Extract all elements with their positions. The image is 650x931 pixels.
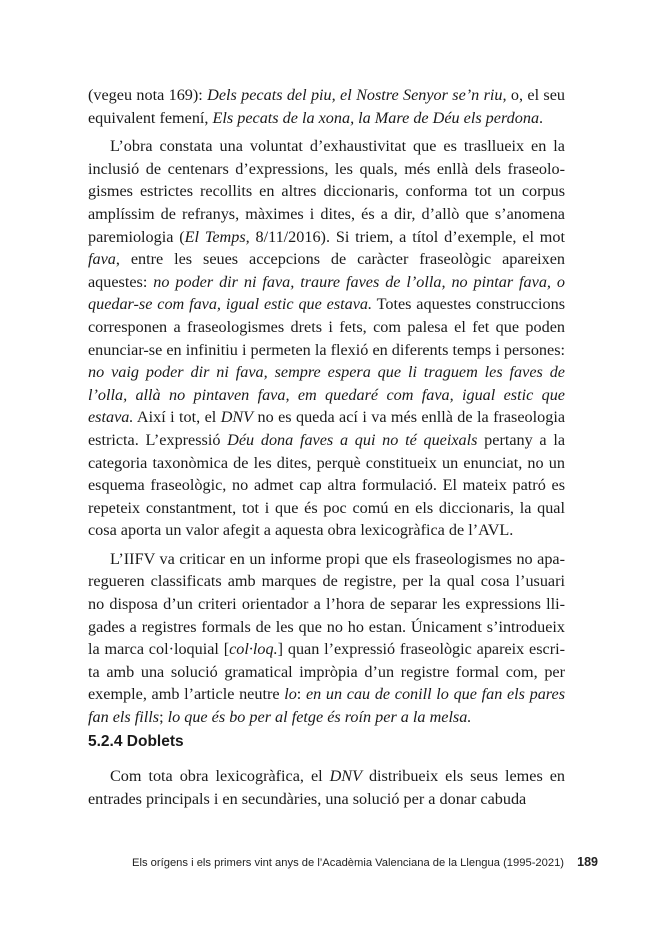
paragraph [88, 135, 565, 542]
text-run: ] quan l’expressió fraseològic apareix escrita amb una solució gramatical impròpia d’un registre formal com, per exemple, amb l’article neutre [88, 640, 565, 704]
italic-run: fava [88, 250, 116, 269]
running-title: Els orígens i els primers vint anys de l’Acadèmia Valenciana de la Llengua (1995-2021) [132, 857, 565, 869]
paragraph [88, 765, 565, 810]
italic-run: Els pecats de la xona, la Mare de Déu els perdona [212, 108, 540, 127]
text-run: Com tota obra lexicogràfica, el [110, 767, 330, 785]
italic-run: en un cau de conill lo que fan els pares fan els fills [88, 685, 565, 727]
text-run: L’IIFV va criticar en un informe propi que els fraseologismes no aparegueren classificats amb marques de registre, per la qual cosa l’usuari no disposa d’un criteri orientador a l’hora de separar les expressions lligades a registres formals de les que no ho estan. Únicament s’introdueix la marca col·loquial [ [88, 549, 565, 659]
text-run: Així i tot, el [133, 408, 221, 427]
italic-run: col·loq. [229, 640, 278, 659]
page-number: 189 [577, 855, 598, 869]
italic-run: Déu dona faves a qui no té queixals [227, 430, 478, 449]
body-text-top [88, 84, 565, 729]
text-run: , entre les seues accepcions de caràcter fraseològic apareixen aquestes: [88, 250, 565, 291]
italic-run: El Temps, [184, 227, 250, 246]
italic-run: no poder dir ni fava, traure faves de l’olla, no pintar fava, o quedar-se com fava, igual estic que estava. [88, 272, 565, 314]
text-run: ; [159, 708, 168, 727]
page-footer [0, 855, 598, 869]
italic-run: lo [284, 685, 297, 704]
text-run: (vegeu nota 169): [88, 86, 208, 104]
text-run: 8/11/2016). Si triem, a títol d’exemple, el mot [249, 227, 565, 246]
paragraph [88, 548, 565, 729]
text-run: distribueix els seus lemes en entrades principals i en secundàries, una solució per a donar cabuda [88, 767, 565, 808]
italic-run: Dels pecats del piu, el Nostre Senyor se’n riu, [207, 86, 507, 104]
italic-run: DNV [329, 767, 362, 785]
section-heading: 5.2.4 Doblets [88, 733, 184, 750]
text-run: pertany a la categoria taxonòmica de les dites, perquè constitueix un enunciat, no un esquema fraseològic, no admet cap altra formulació. El mateix patró es repeteix constantment, tot i que és poc comú en els diccionaris, la qual cosa aporta un valor afegit a aquesta obra lexicogràfica de l’AVL. [88, 430, 566, 540]
text-run: o, el seu equivalent femení, [88, 86, 565, 127]
text-run: no es queda ací i va més enllà de la fraseologia estricta. L’expressió [88, 408, 565, 449]
paragraph [88, 84, 565, 129]
italic-run: DNV [220, 408, 254, 427]
italic-run: lo que és bo per al fetge és roín per a la melsa. [167, 708, 472, 727]
text-run: : [296, 685, 306, 704]
italic-run: no vaig poder dir ni fava, sempre espera que li traguem les faves de l’olla, allà no pintaven fava, em quedaré com fava, igual estic que estava. [88, 363, 565, 427]
text-run: Totes aquestes construccions corresponen a fraseologismes drets i fets, com palesa el fet que poden enunciar-se en infinitiu i permeten la flexió en diferents temps i persones: [88, 295, 565, 359]
text-run: L’obra constata una voluntat d’exhaustivitat que es traslluеix en la inclusió de centenars d’expressions, les quals, més enllà dels fraseologismes estrictes recollits en altres diccionaris, conforma tot un corpus amplíssim de refranys, màximes i dites, és a dir, d’allò que s’anomena paremiologia ( [88, 137, 565, 246]
text-run: . [539, 108, 544, 127]
body-text-bottom [88, 765, 565, 810]
